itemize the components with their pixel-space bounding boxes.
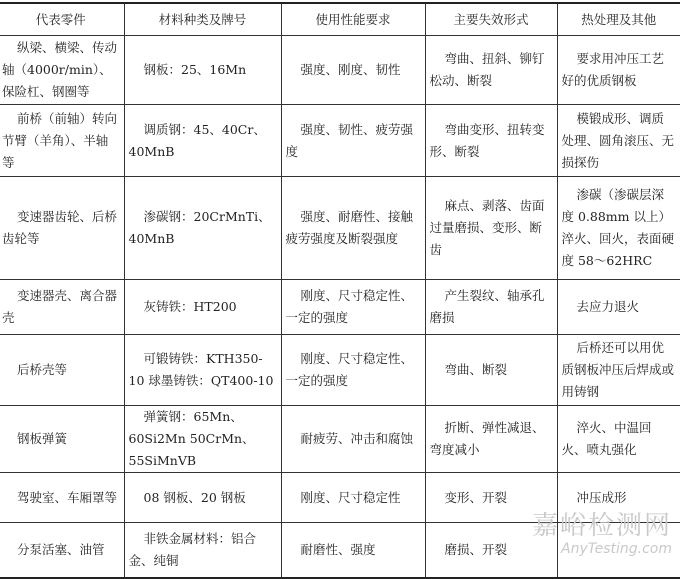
auto-parts-materials-table	[0, 2, 680, 579]
cell: 弯曲、扭斜、铆钉松动、断裂	[425, 36, 557, 105]
cell: 淬火、中温回火、喷丸强化	[557, 406, 680, 473]
table-row	[0, 473, 680, 523]
cell: 变速器齿轮、后桥齿轮等	[0, 177, 124, 280]
cell: 弯曲、断裂	[425, 335, 557, 406]
cell: 后桥壳等	[0, 335, 124, 406]
header-failure: 主要失效形式	[425, 3, 557, 36]
table-row	[0, 335, 680, 406]
cell: 强度、耐磨性、接触疲劳强度及断裂强度	[281, 177, 425, 280]
cell: 08 钢板、20 钢板	[124, 473, 281, 523]
cell: 耐磨性、强度	[281, 523, 425, 578]
cell: 冲压成形	[557, 473, 680, 523]
cell: 耐疲劳、冲击和腐蚀	[281, 406, 425, 473]
cell: 前桥（前轴）转向节臂（羊角）、半轴等	[0, 105, 124, 177]
cell: 可锻铸铁：KTH350-10 球墨铸铁：QT400-10	[124, 335, 281, 406]
header-heat-treatment: 热处理及其他	[557, 3, 680, 36]
cell: 渗碳（渗碳层深度 0.88mm 以上）淬火、回火，表面硬度 58～62HRC	[557, 177, 680, 280]
cell: 刚度、尺寸稳定性	[281, 473, 425, 523]
watermark-cn: 嘉峪检测网	[531, 511, 672, 541]
cell: 去应力退火	[557, 280, 680, 335]
cell: 纵梁、横梁、传动轴（4000r/min）、保险杠、钢圈等	[0, 36, 124, 105]
cell: 强度、韧性、疲劳强度	[281, 105, 425, 177]
cell	[557, 523, 680, 578]
cell: 驾驶室、车厢罩等	[0, 473, 124, 523]
table-row	[0, 105, 680, 177]
table-row	[0, 36, 680, 105]
table-row	[0, 523, 680, 578]
header-material: 材料种类及牌号	[124, 3, 281, 36]
cell: 麻点、剥落、齿面过量磨损、变形、断齿	[425, 177, 557, 280]
cell: 钢板弹簧	[0, 406, 124, 473]
cell: 刚度、尺寸稳定性、一定的强度	[281, 280, 425, 335]
header-part: 代表零件	[0, 3, 124, 36]
header-row	[0, 3, 680, 36]
cell: 变速器壳、离合器壳	[0, 280, 124, 335]
cell: 刚度、尺寸稳定性、一定的强度	[281, 335, 425, 406]
cell: 渗碳钢：20CrMnTi、40MnB	[124, 177, 281, 280]
cell: 非铁金属材料：铝合金、纯铜	[124, 523, 281, 578]
table-row	[0, 406, 680, 473]
cell: 钢板：25、16Mn	[124, 36, 281, 105]
cell: 折断、弹性减退、弯度减小	[425, 406, 557, 473]
header-performance: 使用性能要求	[281, 3, 425, 36]
cell: 后桥还可以用优质钢板冲压后焊成或用铸钢	[557, 335, 680, 406]
cell: 分泵活塞、油管	[0, 523, 124, 578]
cell: 产生裂纹、轴承孔磨损	[425, 280, 557, 335]
cell: 弯曲变形、扭转变形、断裂	[425, 105, 557, 177]
cell: 强度、刚度、韧性	[281, 36, 425, 105]
cell: 变形、开裂	[425, 473, 557, 523]
cell: 弹簧钢：65Mn、60Si2Mn 50CrMn、55SiMnVB	[124, 406, 281, 473]
cell: 模锻成形、调质处理、圆角滚压、无损探伤	[557, 105, 680, 177]
table-row	[0, 280, 680, 335]
cell: 灰铸铁：HT200	[124, 280, 281, 335]
cell: 调质钢：45、40Cr、40MnB	[124, 105, 281, 177]
cell: 磨损、开裂	[425, 523, 557, 578]
table-row	[0, 177, 680, 280]
watermark-en: AnyTesting.com	[561, 541, 672, 557]
cell: 要求用冲压工艺好的优质钢板	[557, 36, 680, 105]
